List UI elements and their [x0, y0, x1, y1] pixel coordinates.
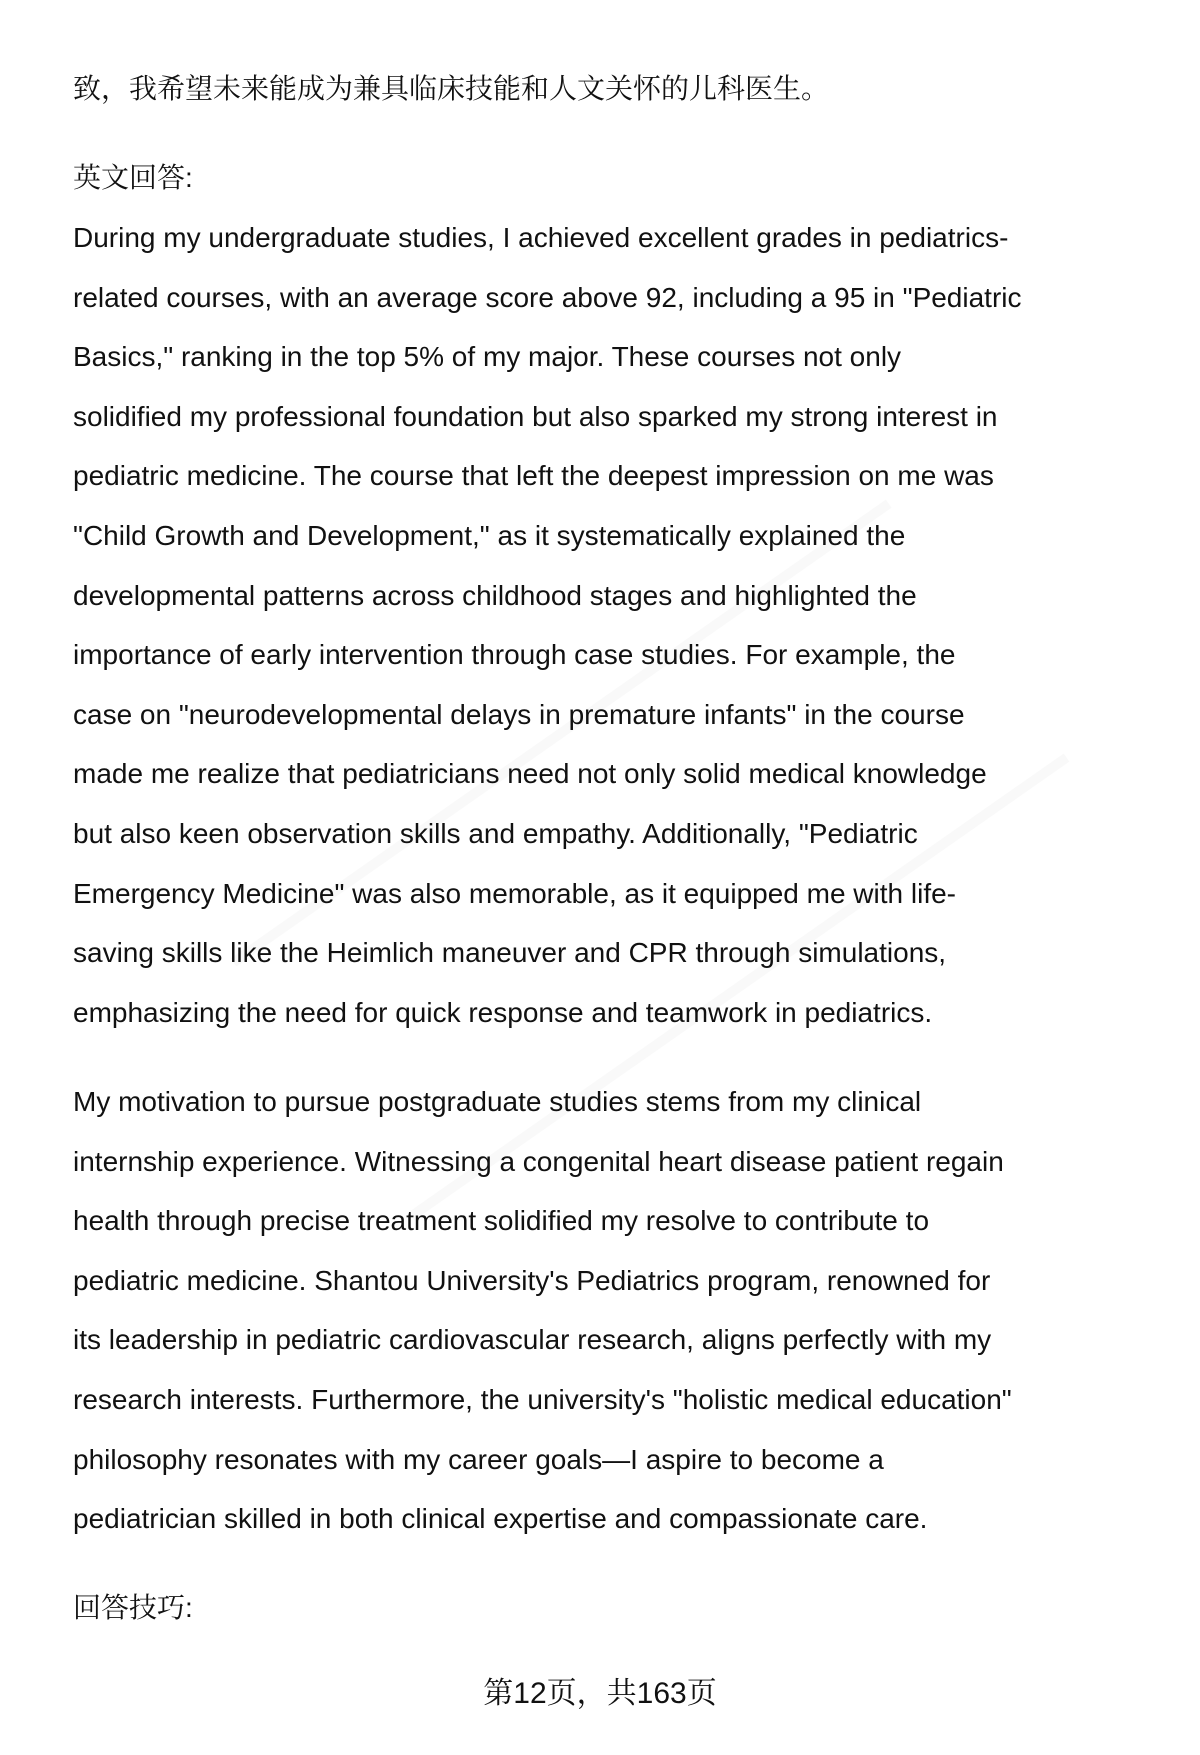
text-line: pediatrician skilled in both clinical expertise and compassionate care.: [73, 1503, 928, 1535]
text-line: During my undergraduate studies, I achieved excellent grades in pediatrics-: [73, 222, 1009, 253]
text-line: case on "neurodevelopmental delays in premature infants" in the course: [73, 698, 965, 730]
text-line: Emergency Medicine" was also memorable, as it equipped me with life-: [73, 877, 956, 909]
text-line: made me realize that pediatricians need not only solid medical knowledge: [73, 758, 987, 790]
text-line: emphasizing the need for quick response and teamwork in pediatrics.: [73, 996, 933, 1028]
text-line: Basics," ranking in the top 5% of my major. These courses not only: [73, 341, 902, 373]
answer-tips-heading: 回答技巧:: [73, 1592, 193, 1623]
text-line: health through precise treatment solidified my resolve to contribute to: [73, 1205, 930, 1237]
text-line: related courses, with an average score above 92, including a 95 in "Pediatric: [73, 281, 1022, 313]
english-answer-heading: 英文回答:: [73, 162, 193, 193]
text-line: philosophy resonates with my career goals—I aspire to become a: [73, 1443, 884, 1475]
text-line: saving skills like the Heimlich maneuver and CPR through simulations,: [73, 937, 947, 969]
text-line: research interests. Furthermore, the university's "holistic medical education": [73, 1384, 1012, 1415]
text-line: importance of early intervention through case studies. For example, the: [73, 639, 956, 671]
page-footer: 第12页，共163页: [483, 1677, 717, 1710]
text-line: pediatric medicine. The course that left the deepest impression on me was: [73, 460, 994, 492]
text-line: solidified my professional foundation but also sparked my strong interest in: [73, 400, 998, 432]
text-line: developmental patterns across childhood stages and highlighted the: [73, 579, 917, 611]
text-line: but also keen observation skills and empathy. Additionally, "Pediatric: [73, 818, 918, 849]
text-line: internship experience. Witnessing a congenital heart disease patient regain: [73, 1145, 1004, 1177]
text-line: its leadership in pediatric cardiovascular research, aligns perfectly with my: [73, 1324, 992, 1356]
text-line: My motivation to pursue postgraduate studies stems from my clinical: [73, 1086, 922, 1117]
text-line: pediatric medicine. Shantou University's Pediatrics program, renowned for: [73, 1264, 991, 1296]
chinese-text-line: 致，我希望未来能成为兼具临床技能和人文关怀的儿科医生。: [73, 73, 830, 104]
text-line: "Child Growth and Development," as it systematically explained the: [73, 520, 906, 551]
